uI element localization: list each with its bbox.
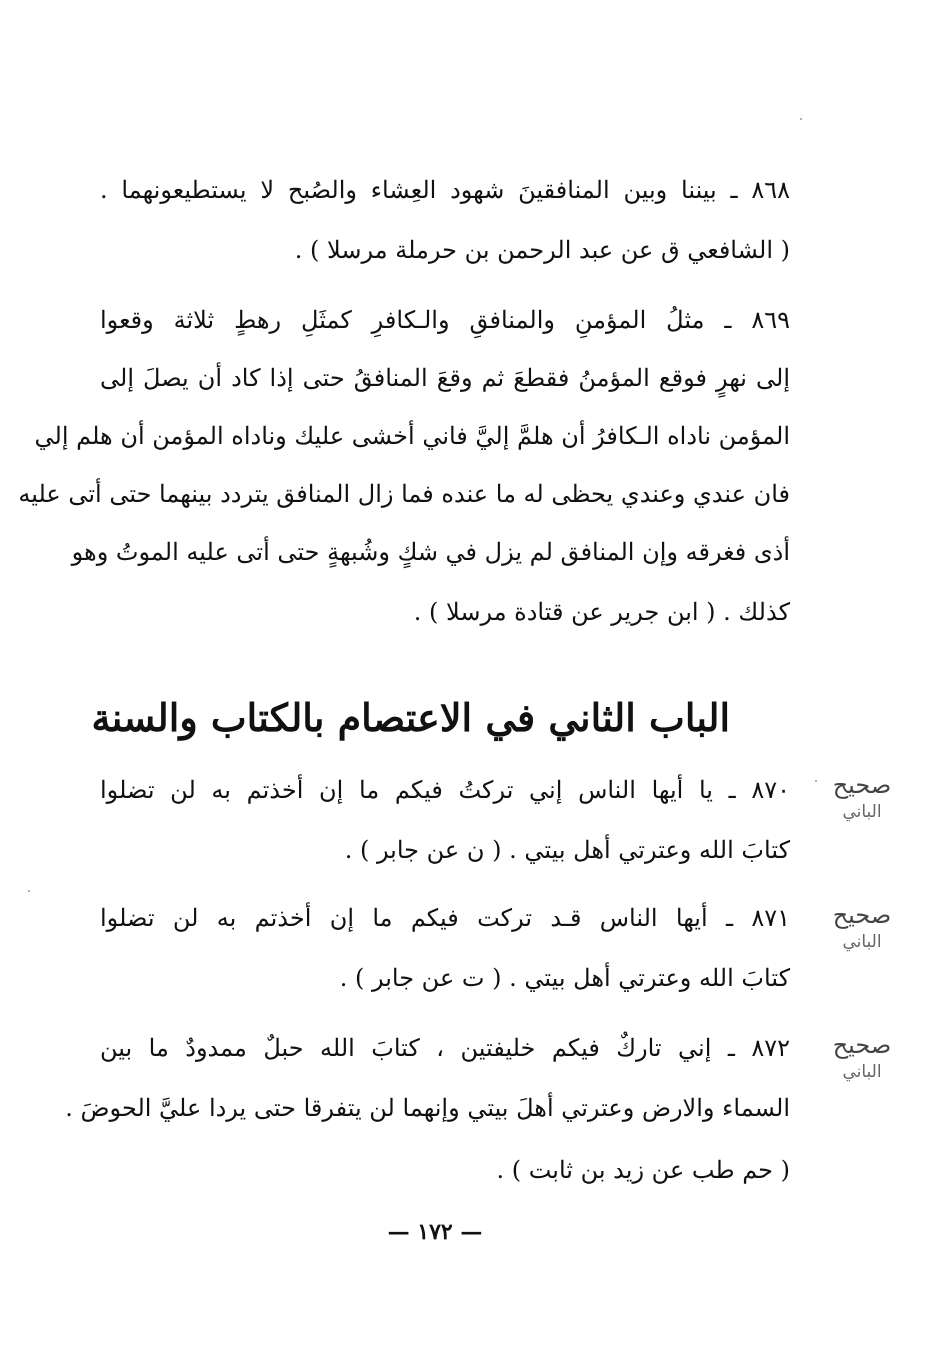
hadith-870-line-1: ٨٧٠ ـ يا أيها الناس إني تركتُ فيكم ما إن أخذتم به لن تضلوا [100, 776, 790, 804]
margin-note-870 [812, 770, 912, 824]
hadith-869-line-3: المؤمن ناداه الـكافرُ أن هلمَّ إليَّ فاني أخشى عليك وناداه المؤمن أن هلم إلي [34, 422, 790, 450]
page-number: — ١٧٢ — [387, 1219, 483, 1245]
hadith-872-line-1: ٨٧٢ ـ إني تاركٌ فيكم خليفتين ، كتابَ الله حبلٌ ممدودٌ ما بين [100, 1034, 790, 1062]
hadith-869-line-1: ٨٦٩ ـ مثلُ المؤمنِ والمنافقِ والـكافرِ كمثَلِ رهطٍ ثلاثة وقعوا [100, 306, 790, 334]
hadith-869-line-4: فان عندي وعندي يحظى له ما عنده فما زال المنافق يتردد بينهما حتى أتى عليه [18, 480, 790, 508]
margin-status-872: صحيح [832, 1031, 892, 1059]
hadith-872-source: ( حم طب عن زيد بن ثابت ) . [496, 1156, 790, 1184]
margin-note-871 [812, 900, 912, 954]
scan-speck [800, 118, 802, 120]
hadith-868-source: ( الشافعي ق عن عبد الرحمن بن حرملة مرسلا ) . [294, 236, 790, 264]
margin-grader-870: الباني [842, 802, 882, 822]
hadith-869-source: كذلك . ( ابن جرير عن قتادة مرسلا ) . [413, 598, 790, 626]
hadith-869-line-5: أذى فغرقه وإن المنافق لم يزل في شكٍ وشُبهةٍ حتى أتى عليه الموتُ وهو [71, 538, 790, 566]
hadith-870-source: كتابَ الله وعترتي أهل بيتي . ( ن عن جابر ) . [344, 836, 790, 864]
hadith-868-line-1: ٨٦٨ ـ بيننا وبين المنافقينَ شهود العِشاء والصُبح لا يستطيعونهما . [100, 176, 790, 204]
hadith-872-line-2: السماء والارض وعترتي أهلَ بيتي وإنهما لن يتفرقا حتى يردا عليَّ الحوضَ . [65, 1094, 790, 1122]
margin-status-871: صحيح [832, 901, 892, 929]
scan-speck [28, 890, 30, 892]
hadith-871-line-1: ٨٧١ ـ أيها الناس قـد تركت فيكم ما إن أخذتم به لن تضلوا [100, 904, 790, 932]
hadith-869-line-2: إلى نهرٍ فوقع المؤمنُ فقطعَ ثم وقعَ المنافقُ حتى إذا كاد أن يصلَ إلى [100, 364, 790, 392]
margin-grader-871: الباني [842, 932, 882, 952]
chapter-heading: الباب الثاني في الاعتصام بالكتاب والسنة [91, 695, 730, 740]
margin-note-872 [812, 1030, 912, 1084]
margin-grader-872: الباني [842, 1062, 882, 1082]
margin-status-870: صحيح [832, 771, 892, 799]
scan-speck [815, 780, 817, 782]
hadith-871-source: كتابَ الله وعترتي أهل بيتي . ( ت عن جابر ) . [339, 964, 790, 992]
